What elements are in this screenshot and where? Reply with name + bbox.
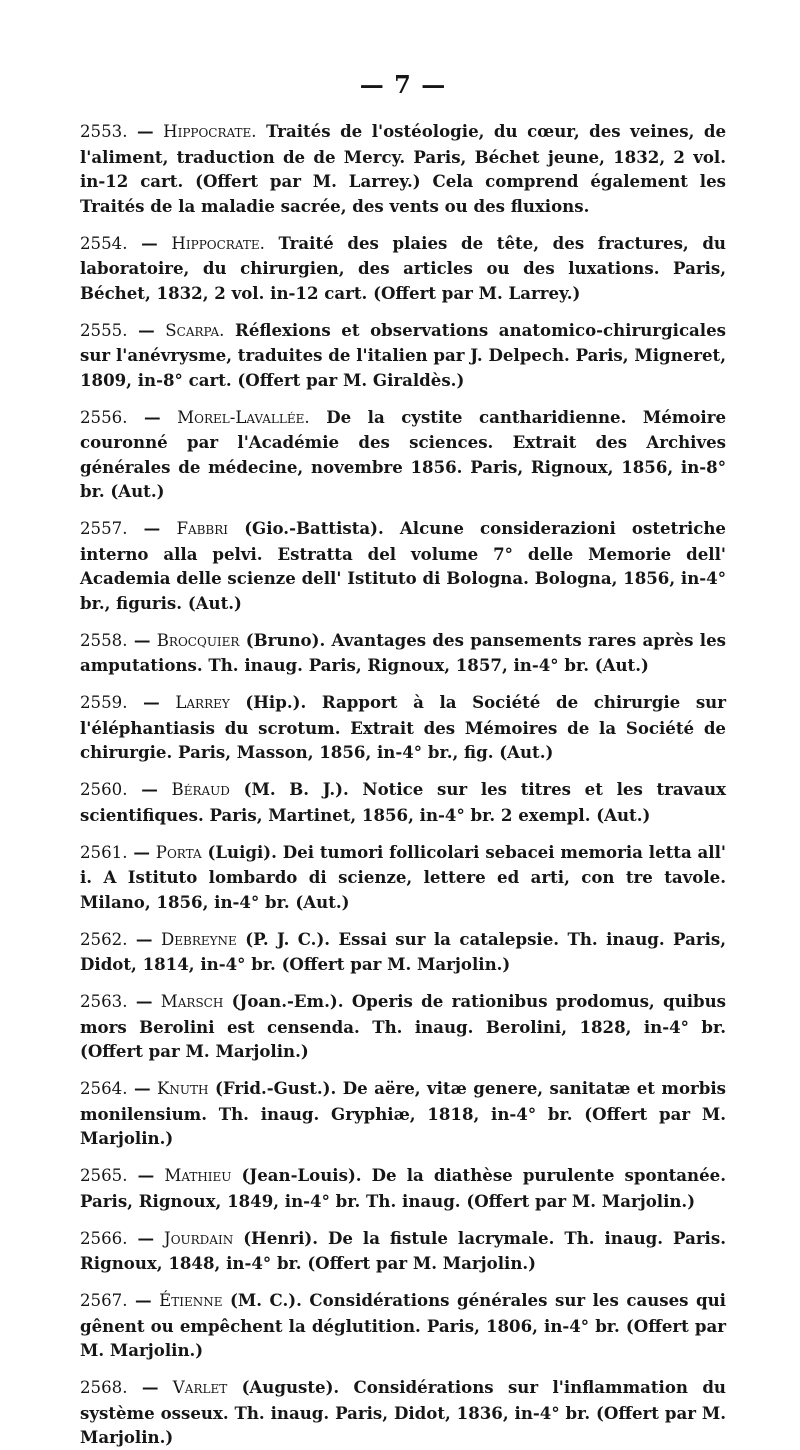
- entry-text: (Bruno). Avantages des pansements rares après les amputations. Th. inaug. Paris, Rignoux, 1857, in-4° br. (Aut.): [80, 629, 727, 675]
- entry-number: 2560.: [80, 780, 128, 799]
- entry-text: (Luigi). Dei tumori follicolari sebacei memoria letta all' i. A Istituto lombardo di scienze, lettere ed arti, con tre tavole. Milano, 1856, in-4° br. (Aut.): [80, 841, 726, 912]
- catalogue-entry: 2563. — Marsch (Joan.-Em.). Operis de rationibus prodomus, quibus mors Berolini est censenda. Th. inaug. Berolini, 1828, in-4° br. (Offert par M. Marjolin.): [80, 991, 727, 1061]
- entry-text: (Joan.-Em.). Operis de rationibus prodomus, quibus mors Berolini est censenda. Th. inaug. Berolini, 1828, in-4° br. (Offert par M. Marjolin.): [80, 991, 727, 1061]
- entry-author: Hippocrate.: [163, 122, 257, 141]
- entry-text: (M. C.). Considérations générales sur les causes qui gênent ou empêchent la déglutition. Paris, 1806, in-4° br. (Offert par M. Marjolin.): [80, 1290, 726, 1360]
- entry-author: Debreyne: [160, 929, 237, 949]
- entry-text: Traité des plaies de tête, des fractures, du laboratoire, du chirurgien, des articles ou des luxations. Paris, Béchet, 1832, 2 vol. in-12 cart. (Offert par M. Larrey.): [80, 232, 727, 303]
- entry-author: Béraud: [171, 780, 230, 799]
- entry-number: 2555.: [80, 320, 128, 340]
- entry-text: (M. B. J.). Notice sur les titres et les travaux scientifiques. Paris, Martinet, 1856, in-4° br. 2 exempl. (Aut.): [80, 779, 726, 825]
- catalogue-entry: 2553. — Hippocrate. Traités de l'ostéologie, du cœur, des veines, de l'aliment, traduction de de Mercy. Paris, Béchet jeune, 1832, 2 vol. in-12 cart. (Offert par M. Larrey.) Cela comprend également les Traités de la maladie sacrée, des vents ou des fluxions.: [80, 121, 726, 216]
- catalogue-entry: 2561. — Porta (Luigi). Dei tumori follicolari sebacei memoria letta all' i. A Istituto lombardo di scienze, lettere ed arti, con tre tavole. Milano, 1856, in-4° br. (Aut.): [80, 841, 726, 912]
- catalogue-entry: 2568. — Varlet (Auguste). Considérations sur l'inflammation du système osseux. Th. inaug. Paris, Didot, 1836, in-4° br. (Offert par M. Marjolin.): [80, 1377, 726, 1447]
- catalogue-entry: 2554. — Hippocrate. Traité des plaies de tête, des fractures, du laboratoire, du chirurgien, des articles ou des luxations. Paris, Béchet, 1832, 2 vol. in-12 cart. (Offert par M. Larrey.): [80, 232, 727, 303]
- entry-author: Larrey: [175, 693, 230, 712]
- entry-author: Jourdain: [164, 1228, 234, 1248]
- entry-author: Mathieu: [164, 1166, 232, 1185]
- entry-text: (Frid.-Gust.). De aëre, vitæ genere, sanitatæ et morbis monilensium. Th. inaug. Gryphiæ, 1818, in-4° br. (Offert par M. Marjolin.): [80, 1078, 727, 1148]
- catalogue-entry: 2559. — Larrey (Hip.). Rapport à la Société de chirurgie sur l'éléphantiasis du scrotum. Extrait des Mémoires de la Société de chirurgie. Paris, Masson, 1856, in-4° br., fig. (Aut.): [80, 692, 726, 762]
- entry-number: 2567.: [80, 1291, 128, 1310]
- entry-number: 2566.: [80, 1228, 128, 1248]
- entry-number: 2561.: [80, 842, 128, 862]
- entry-text: (Hip.). Rapport à la Société de chirurgie sur l'éléphantiasis du scrotum. Extrait des Mémoires de la Société de chirurgie. Paris, Masson, 1856, in-4° br., fig. (Aut.): [80, 692, 726, 762]
- catalogue-entry: 2564. — Knuth (Frid.-Gust.). De aëre, vitæ genere, sanitatæ et morbis monilensium. Th. inaug. Gryphiæ, 1818, in-4° br. (Offert par M. Marjolin.): [80, 1078, 727, 1148]
- entry-author: Porta: [155, 842, 202, 862]
- entry-author: Hippocrate.: [171, 233, 265, 253]
- entry-number: 2558.: [80, 630, 128, 650]
- entry-number: 2559.: [80, 693, 128, 712]
- entry-author: Brocquier: [156, 630, 240, 650]
- entry-author: Scarpa.: [165, 320, 225, 340]
- entry-author: Morel-Lavallée.: [177, 407, 310, 427]
- entry-author: Knuth: [157, 1079, 209, 1098]
- entry-number: 2564.: [80, 1079, 128, 1098]
- entry-text: (Jean-Louis). De la diathèse purulente spontanée. Paris, Rignoux, 1849, in-4° br. Th. inaug. (Offert par M. Marjolin.): [80, 1165, 727, 1211]
- entry-text: Traités de l'ostéologie, du cœur, des veines, de l'aliment, traduction de de Mercy. Paris, Béchet jeune, 1832, 2 vol. in-12 cart. (Offert par M. Larrey.) Cela comprend également les Traités de la maladie sacrée, des vents ou des fluxions.: [80, 121, 726, 216]
- entry-number: 2556.: [80, 407, 128, 427]
- entry-text: (Auguste). Considérations sur l'inflammation du système osseux. Th. inaug. Paris, Didot, 1836, in-4° br. (Offert par M. Marjolin.): [80, 1377, 726, 1447]
- entry-author: Varlet: [172, 1378, 228, 1397]
- entry-text: Réflexions et observations anatomico-chirurgicales sur l'anévrysme, traduites de l'italien par J. Delpech. Paris, Migneret, 1809, in-8° cart. (Offert par M. Giraldès.): [80, 319, 727, 390]
- entry-number: 2554.: [80, 233, 128, 253]
- catalogue-entry: 2558. — Brocquier (Bruno). Avantages des pansements rares après les amputations. Th. inaug. Paris, Rignoux, 1857, in-4° br. (Aut.): [80, 629, 727, 675]
- catalogue-entry: 2555. — Scarpa. Réflexions et observations anatomico-chirurgicales sur l'anévrysme, traduites de l'italien par J. Delpech. Paris, Migneret, 1809, in-8° cart. (Offert par M. Giraldès.): [80, 319, 727, 390]
- entry-number: 2562.: [80, 929, 128, 949]
- entry-number: 2563.: [80, 992, 128, 1011]
- entry-text: (Gio.-Battista). Alcune considerazioni ostetriche interno alla pelvi. Estratta del volume 7° delle Memorie dell' Academia delle scienze dell' Istituto di Bologna. Bologna, 1856, in-4° br., figuris. (Aut.): [80, 518, 726, 613]
- entry-number: 2568.: [80, 1378, 128, 1397]
- catalogue-entry: 2560. — Béraud (M. B. J.). Notice sur les titres et les travaux scientifiques. Paris, Martinet, 1856, in-4° br. 2 exempl. (Aut.): [80, 779, 726, 825]
- catalogue-entry: 2562. — Debreyne (P. J. C.). Essai sur la catalepsie. Th. inaug. Paris, Didot, 1814, in-4° br. (Offert par M. Marjolin.): [80, 928, 726, 974]
- entry-author: Marsch: [160, 992, 224, 1011]
- catalogue-entry: 2567. — Étienne (M. C.). Considérations générales sur les causes qui gênent ou empêchent la déglutition. Paris, 1806, in-4° br. (Offert par M. Marjolin.): [80, 1290, 726, 1360]
- catalogue-entry: 2565. — Mathieu (Jean-Louis). De la diathèse purulente spontanée. Paris, Rignoux, 1849, in-4° br. Th. inaug. (Offert par M. Marjolin.): [80, 1165, 727, 1211]
- page-number: — 7 —: [359, 70, 447, 99]
- entry-number: 2565.: [80, 1166, 128, 1185]
- entry-text: (P. J. C.). Essai sur la catalepsie. Th. inaug. Paris, Didot, 1814, in-4° br. (Offert par M. Marjolin.): [80, 928, 726, 974]
- catalogue-entry: 2566. — Jourdain (Henri). De la fistule lacrymale. Th. inaug. Paris. Rignoux, 1848, in-4° br. (Offert par M. Marjolin.): [80, 1227, 726, 1273]
- catalogue-entries: [80, 119, 726, 1450]
- entry-text: (Henri). De la fistule lacrymale. Th. inaug. Paris. Rignoux, 1848, in-4° br. (Offert par M. Marjolin.): [80, 1227, 726, 1273]
- entry-number: 2557.: [80, 519, 128, 538]
- entry-text: De la cystite cantharidienne. Mémoire couronné par l'Académie des sciences. Extrait des Archives générales de médecine, novembre 1856. Paris, Rignoux, 1856, in-8° br. (Aut.): [80, 406, 727, 501]
- catalogue-entry: 2557. — Fabbri (Gio.-Battista). Alcune considerazioni ostetriche interno alla pelvi. Estratta del volume 7° delle Memorie dell' Academia delle scienze dell' Istituto di Bologna. Bologna, 1856, in-4° br., figuris. (Aut.): [80, 518, 726, 613]
- entry-author: Étienne: [159, 1291, 223, 1310]
- entry-author: Fabbri: [176, 519, 229, 538]
- catalogue-entry: 2556. — Morel-Lavallée. De la cystite cantharidienne. Mémoire couronné par l'Académie des sciences. Extrait des Archives générales de médecine, novembre 1856. Paris, Rignoux, 1856, in-8° br. (Aut.): [80, 406, 727, 501]
- entry-number: 2553.: [80, 122, 128, 141]
